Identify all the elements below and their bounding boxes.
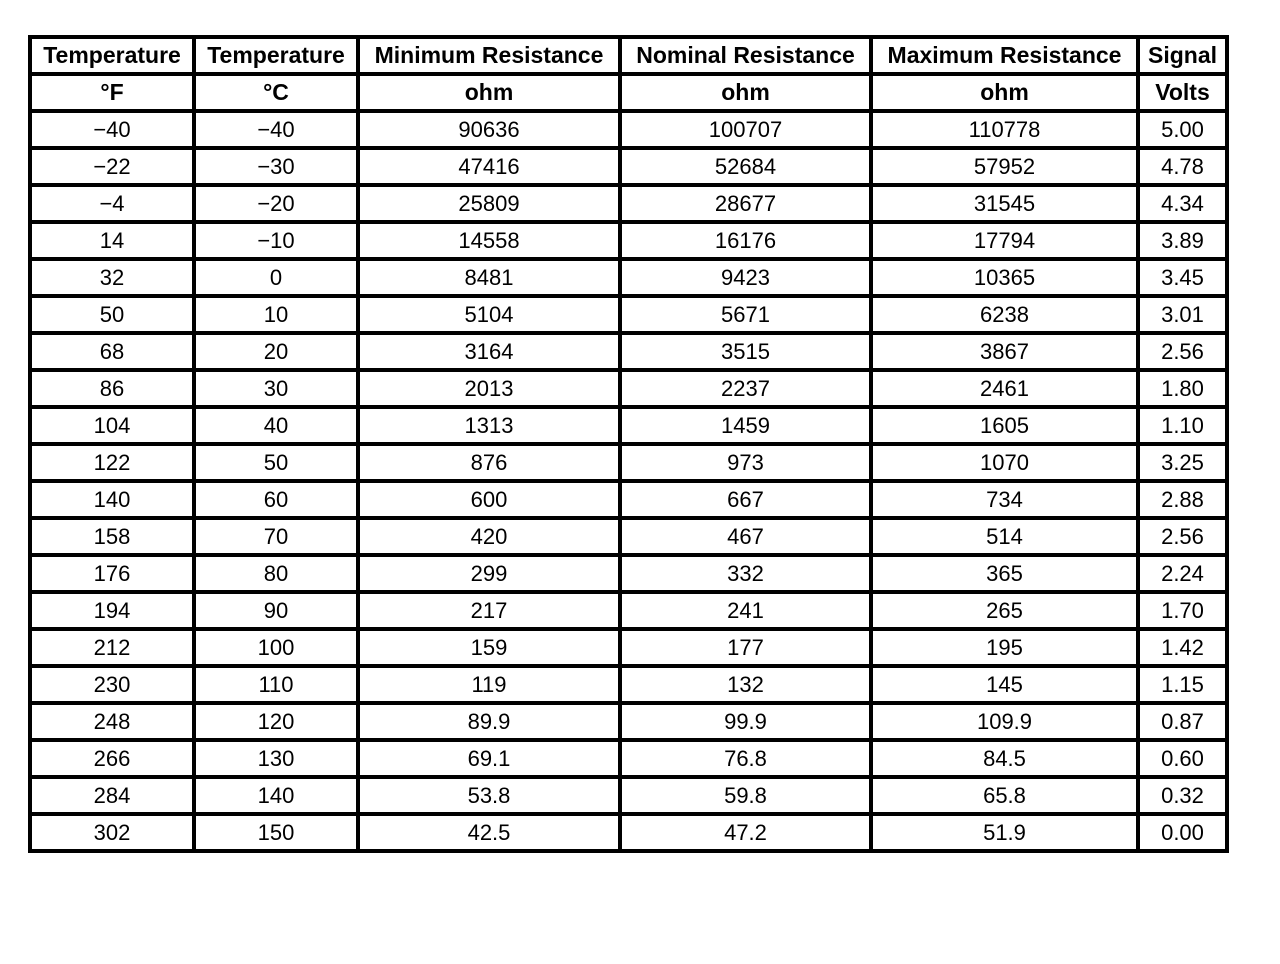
table-cell: 973 — [620, 444, 871, 481]
table-cell: 600 — [358, 481, 620, 518]
table-cell: 0.87 — [1138, 703, 1227, 740]
table-cell: 80 — [194, 555, 358, 592]
table-cell: 14558 — [358, 222, 620, 259]
table-cell: 110 — [194, 666, 358, 703]
table-cell: 0.60 — [1138, 740, 1227, 777]
table-cell: 1.70 — [1138, 592, 1227, 629]
table-row — [30, 666, 1227, 703]
table-row — [30, 407, 1227, 444]
table-cell: 3.01 — [1138, 296, 1227, 333]
column-unit: ohm — [620, 74, 871, 111]
table-row — [30, 185, 1227, 222]
table-row — [30, 370, 1227, 407]
table-cell: 57952 — [871, 148, 1138, 185]
table-cell: 51.9 — [871, 814, 1138, 851]
table-cell: 217 — [358, 592, 620, 629]
table-cell: 130 — [194, 740, 358, 777]
header-row-units — [30, 74, 1227, 111]
table-cell: 47416 — [358, 148, 620, 185]
table-row — [30, 629, 1227, 666]
table-cell: −10 — [194, 222, 358, 259]
table-cell: 2.56 — [1138, 333, 1227, 370]
table-cell: −40 — [30, 111, 194, 148]
table-cell: 514 — [871, 518, 1138, 555]
table-cell: 120 — [194, 703, 358, 740]
table-cell: 3515 — [620, 333, 871, 370]
table-cell: 2.88 — [1138, 481, 1227, 518]
table-cell: 158 — [30, 518, 194, 555]
table-cell: 60 — [194, 481, 358, 518]
table-cell: 10365 — [871, 259, 1138, 296]
table-cell: 47.2 — [620, 814, 871, 851]
table-cell: 265 — [871, 592, 1138, 629]
column-unit: °F — [30, 74, 194, 111]
table-row — [30, 481, 1227, 518]
table-body — [30, 37, 1227, 851]
table-cell: 6238 — [871, 296, 1138, 333]
table-cell: 68 — [30, 333, 194, 370]
table-cell: 3.45 — [1138, 259, 1227, 296]
table-cell: 420 — [358, 518, 620, 555]
table-cell: 32 — [30, 259, 194, 296]
table-row — [30, 259, 1227, 296]
table-cell: 1313 — [358, 407, 620, 444]
table-cell: 9423 — [620, 259, 871, 296]
table-cell: 0 — [194, 259, 358, 296]
table-row — [30, 333, 1227, 370]
table-cell: 5671 — [620, 296, 871, 333]
table-cell: 159 — [358, 629, 620, 666]
table-cell: 1.10 — [1138, 407, 1227, 444]
table-cell: 284 — [30, 777, 194, 814]
column-header: Maximum Resistance — [871, 37, 1138, 74]
table-cell: 104 — [30, 407, 194, 444]
table-row — [30, 518, 1227, 555]
table-cell: −20 — [194, 185, 358, 222]
table-cell: 734 — [871, 481, 1138, 518]
table-cell: 667 — [620, 481, 871, 518]
table-cell: 30 — [194, 370, 358, 407]
table-cell: 332 — [620, 555, 871, 592]
table-cell: 177 — [620, 629, 871, 666]
column-header: Minimum Resistance — [358, 37, 620, 74]
table-cell: 17794 — [871, 222, 1138, 259]
table-cell: 89.9 — [358, 703, 620, 740]
table-cell: 266 — [30, 740, 194, 777]
table-cell: 4.78 — [1138, 148, 1227, 185]
table-cell: 1070 — [871, 444, 1138, 481]
column-header: Temperature — [194, 37, 358, 74]
table-row — [30, 148, 1227, 185]
table-cell: 2013 — [358, 370, 620, 407]
table-cell: 0.32 — [1138, 777, 1227, 814]
table-cell: 70 — [194, 518, 358, 555]
table-cell: 14 — [30, 222, 194, 259]
table-cell: 140 — [194, 777, 358, 814]
table-cell: 65.8 — [871, 777, 1138, 814]
table-cell: 3.89 — [1138, 222, 1227, 259]
table-cell: 59.8 — [620, 777, 871, 814]
table-row — [30, 740, 1227, 777]
table-cell: 50 — [194, 444, 358, 481]
table-cell: 2.24 — [1138, 555, 1227, 592]
table-cell: 302 — [30, 814, 194, 851]
table-cell: 299 — [358, 555, 620, 592]
table-cell: −40 — [194, 111, 358, 148]
table-cell: 1.80 — [1138, 370, 1227, 407]
table-cell: 195 — [871, 629, 1138, 666]
table-cell: 145 — [871, 666, 1138, 703]
table-cell: 150 — [194, 814, 358, 851]
table-cell: 230 — [30, 666, 194, 703]
table-cell: 176 — [30, 555, 194, 592]
column-header: Signal — [1138, 37, 1227, 74]
table-cell: 1605 — [871, 407, 1138, 444]
table-cell: 8481 — [358, 259, 620, 296]
table-row — [30, 555, 1227, 592]
table-cell: 40 — [194, 407, 358, 444]
table-cell: 109.9 — [871, 703, 1138, 740]
column-unit: Volts — [1138, 74, 1227, 111]
table-cell: 2237 — [620, 370, 871, 407]
table-row — [30, 222, 1227, 259]
table-cell: 119 — [358, 666, 620, 703]
table-cell: 31545 — [871, 185, 1138, 222]
table-cell: 0.00 — [1138, 814, 1227, 851]
table-cell: 467 — [620, 518, 871, 555]
table-cell: 1.42 — [1138, 629, 1227, 666]
table-cell: −4 — [30, 185, 194, 222]
table-cell: 1459 — [620, 407, 871, 444]
table-cell: 4.34 — [1138, 185, 1227, 222]
table-cell: −22 — [30, 148, 194, 185]
table-cell: 132 — [620, 666, 871, 703]
table-cell: 84.5 — [871, 740, 1138, 777]
table-cell: 1.15 — [1138, 666, 1227, 703]
table-cell: 69.1 — [358, 740, 620, 777]
table-cell: 110778 — [871, 111, 1138, 148]
table-cell: 3.25 — [1138, 444, 1227, 481]
table-cell: 86 — [30, 370, 194, 407]
table-cell: 76.8 — [620, 740, 871, 777]
column-header: Temperature — [30, 37, 194, 74]
table-cell: 42.5 — [358, 814, 620, 851]
table-cell: 25809 — [358, 185, 620, 222]
table-row — [30, 777, 1227, 814]
table-cell: 5.00 — [1138, 111, 1227, 148]
table-row — [30, 703, 1227, 740]
table-cell: 16176 — [620, 222, 871, 259]
table-cell: 100707 — [620, 111, 871, 148]
table-cell: 52684 — [620, 148, 871, 185]
table-cell: 50 — [30, 296, 194, 333]
table-cell: 3867 — [871, 333, 1138, 370]
table-row — [30, 111, 1227, 148]
table-cell: 122 — [30, 444, 194, 481]
table-row — [30, 592, 1227, 629]
table-cell: 5104 — [358, 296, 620, 333]
table-cell: 99.9 — [620, 703, 871, 740]
table-cell: −30 — [194, 148, 358, 185]
column-unit: °C — [194, 74, 358, 111]
table-cell: 90 — [194, 592, 358, 629]
resistance-table — [28, 35, 1229, 853]
table-cell: 876 — [358, 444, 620, 481]
table-cell: 365 — [871, 555, 1138, 592]
table-cell: 20 — [194, 333, 358, 370]
table-cell: 53.8 — [358, 777, 620, 814]
table-cell: 194 — [30, 592, 194, 629]
table-row — [30, 444, 1227, 481]
table-cell: 212 — [30, 629, 194, 666]
table-cell: 90636 — [358, 111, 620, 148]
table-cell: 28677 — [620, 185, 871, 222]
table-cell: 248 — [30, 703, 194, 740]
table-row — [30, 814, 1227, 851]
table-cell: 10 — [194, 296, 358, 333]
table-cell: 2461 — [871, 370, 1138, 407]
table-cell: 241 — [620, 592, 871, 629]
table-row — [30, 296, 1227, 333]
table-cell: 140 — [30, 481, 194, 518]
table-cell: 2.56 — [1138, 518, 1227, 555]
column-unit: ohm — [871, 74, 1138, 111]
table-cell: 100 — [194, 629, 358, 666]
header-row-names — [30, 37, 1227, 74]
column-header: Nominal Resistance — [620, 37, 871, 74]
table-cell: 3164 — [358, 333, 620, 370]
column-unit: ohm — [358, 74, 620, 111]
